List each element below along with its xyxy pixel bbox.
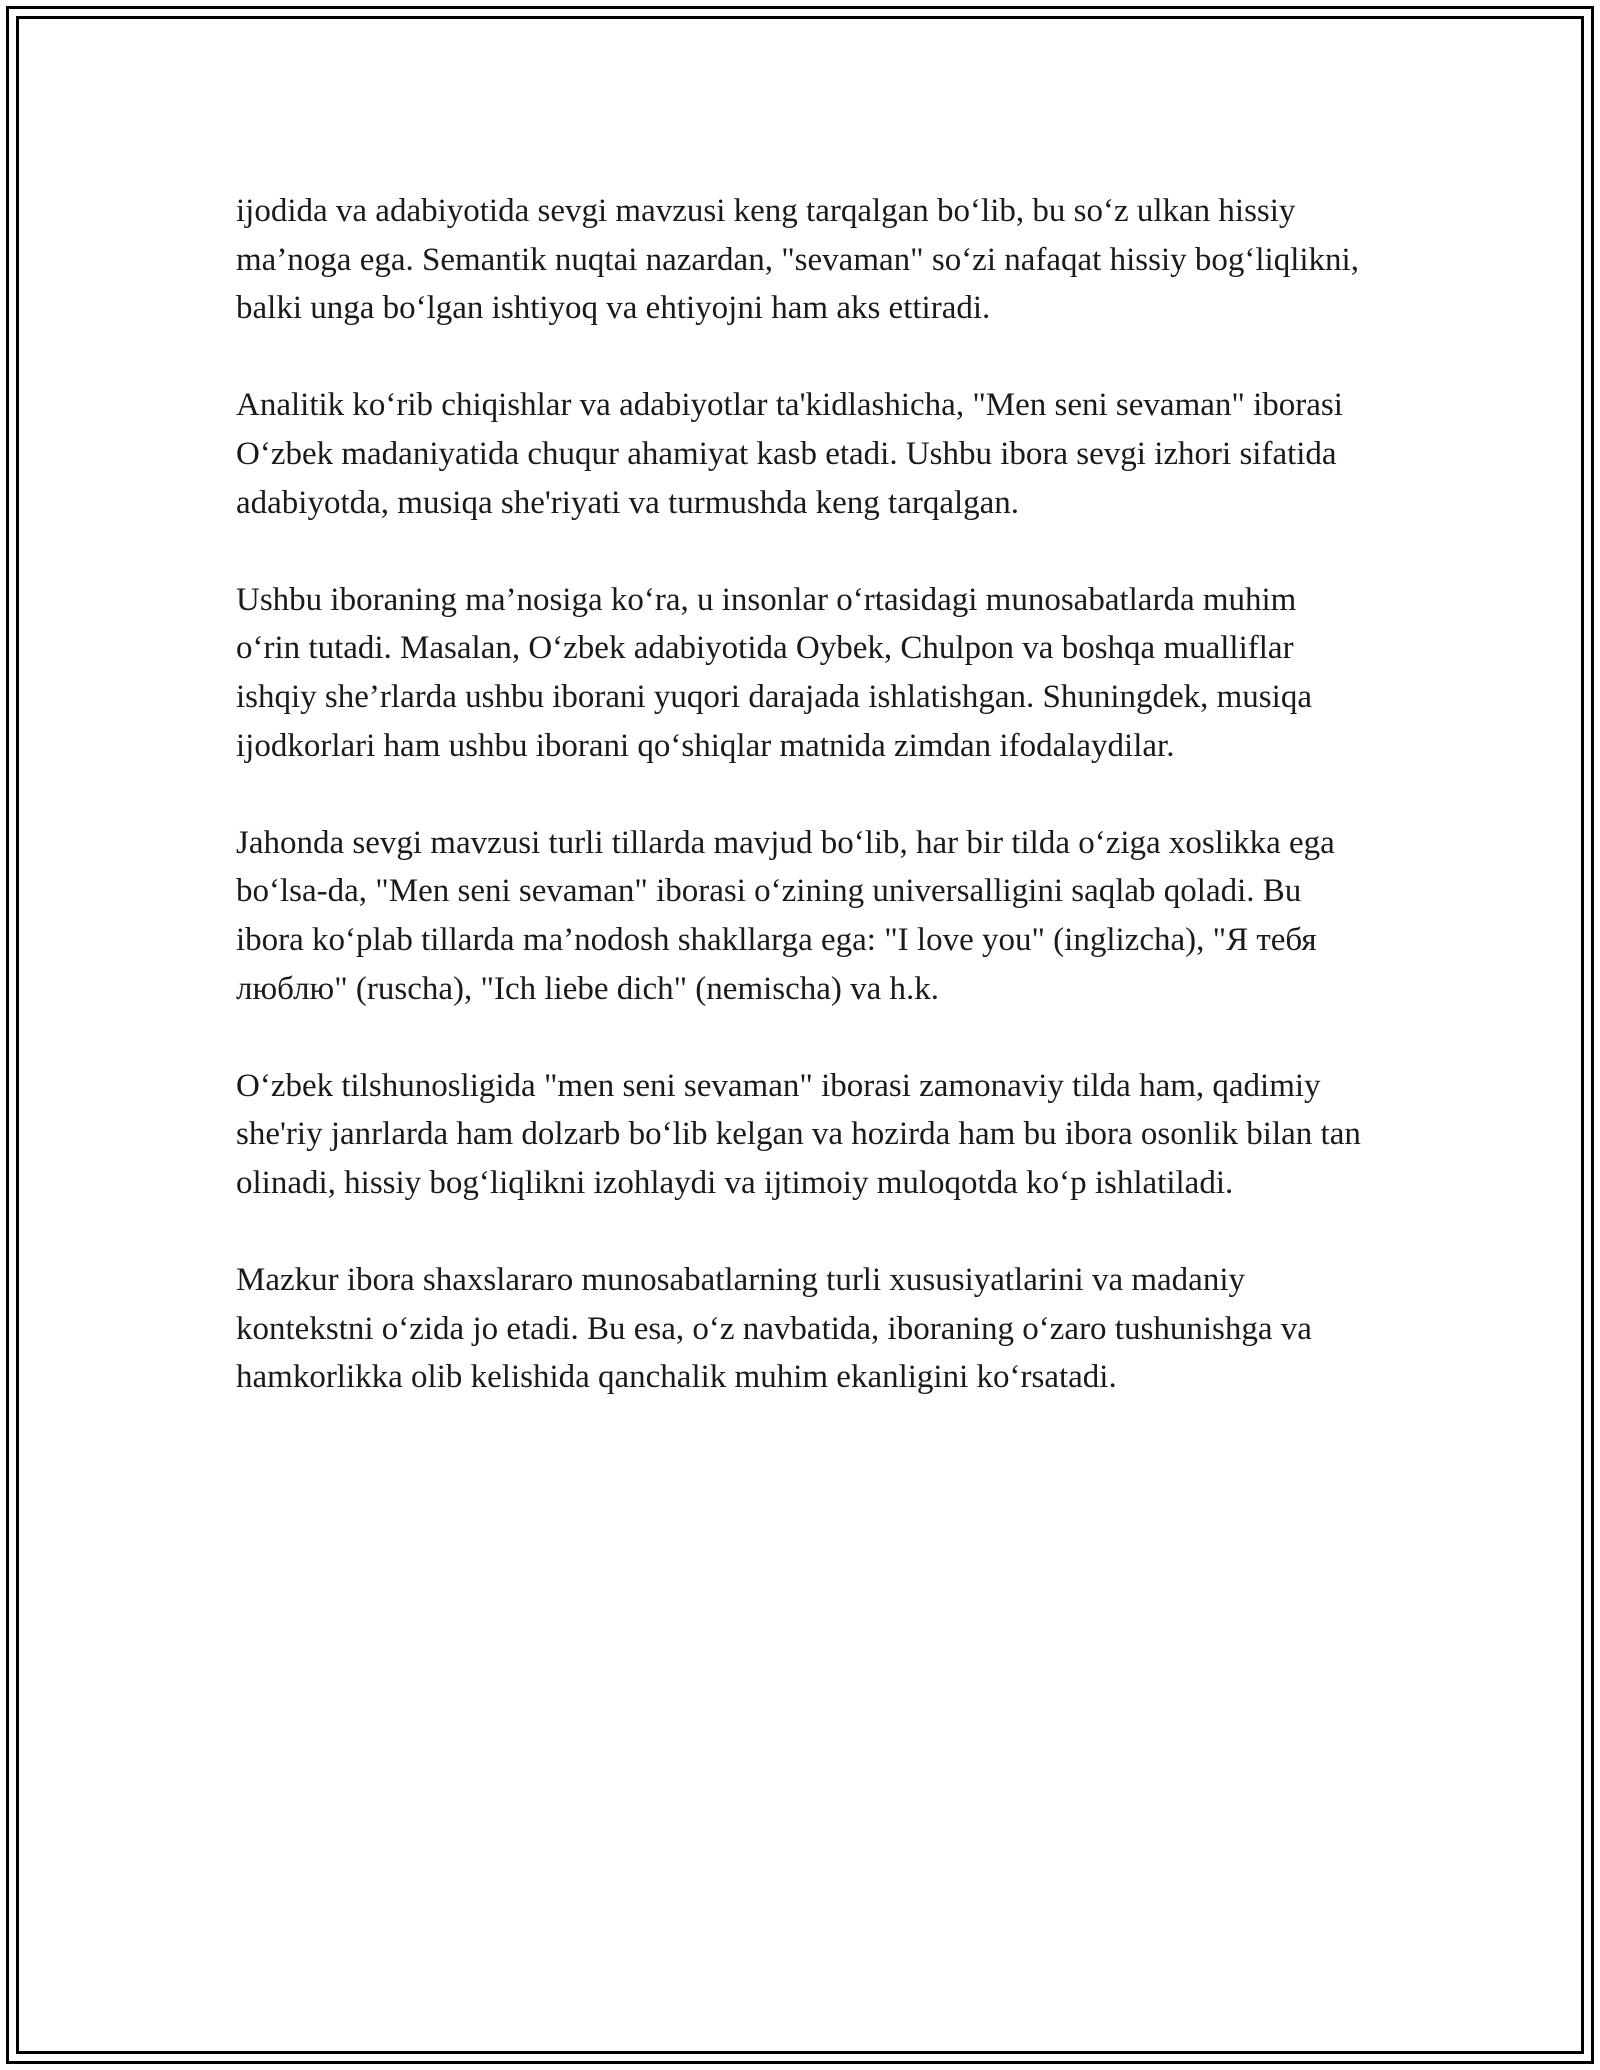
paragraph-4: Jahonda sevgi mavzusi turli tillarda mavjud bo‘lib, har bir tilda o‘ziga xoslikka ega bo‘lsa-da, "Men seni sevaman" iborasi o‘zining universalligini saqlab qoladi. Bu ibora ko‘plab tillarda ma’nodosh shakllarga ega: "I love you" (inglizcha), "Я тебя люблю" (ruscha), "Ich liebe dich" (nemischa) va h.k. [236, 824, 1335, 1007]
document-body [236, 187, 1364, 1450]
paragraph-1: ijodida va adabiyotida sevgi mavzusi keng tarqalgan bo‘lib, bu so‘z ulkan hissiy ma’noga ega. Semantik nuqtai nazardan, "sevaman" so‘zi nafaqat hissiy bog‘liqlikni, balki unga bo‘lgan ishtiyoq va ehtiyojni ham aks ettiradi. [236, 193, 1359, 327]
paragraph-3: Ushbu iboraning ma’nosiga ko‘ra, u insonlar o‘rtasidagi munosabatlarda muhim o‘rin tutadi. Masalan, O‘zbek adabiyotida Oybek, Chulpon va boshqa mualliflar ishqiy she’rlarda ushbu iborani yuqori darajada ishlatishgan. Shuningdek, musiqa ijodkorlari ham ushbu iborani qo‘shiqlar matnida zimdan ifodalaydilar. [236, 581, 1312, 764]
paragraph-5: O‘zbek tilshunosligida "men seni sevaman" iborasi zamonaviy tilda ham, qadimiy she'riy janrlarda ham dolzarb bo‘lib kelgan va hozirda ham bu ibora osonlik bilan tan olinadi, hissiy bog‘liqlikni izohlaydi va ijtimoiy muloqotda ko‘p ishlatiladi. [236, 1067, 1361, 1201]
paragraph-2: Analitik ko‘rib chiqishlar va adabiyotlar ta'kidlashicha, "Men seni sevaman" iborasi O‘zbek madaniyatida chuqur ahamiyat kasb etadi. Ushbu ibora sevgi izhori sifatida adabiyotda, musiqa she'riyati va turmushda keng tarqalgan. [236, 387, 1343, 521]
paragraph-6: Mazkur ibora shaxslararo munosabatlarning turli xususiyatlarini va madaniy kontekstni o‘zida jo etadi. Bu esa, o‘z navbatida, iboraning o‘zaro tushunishga va hamkorlikka olib kelishida qanchalik muhim ekanligini ko‘rsatadi. [236, 1262, 1312, 1396]
